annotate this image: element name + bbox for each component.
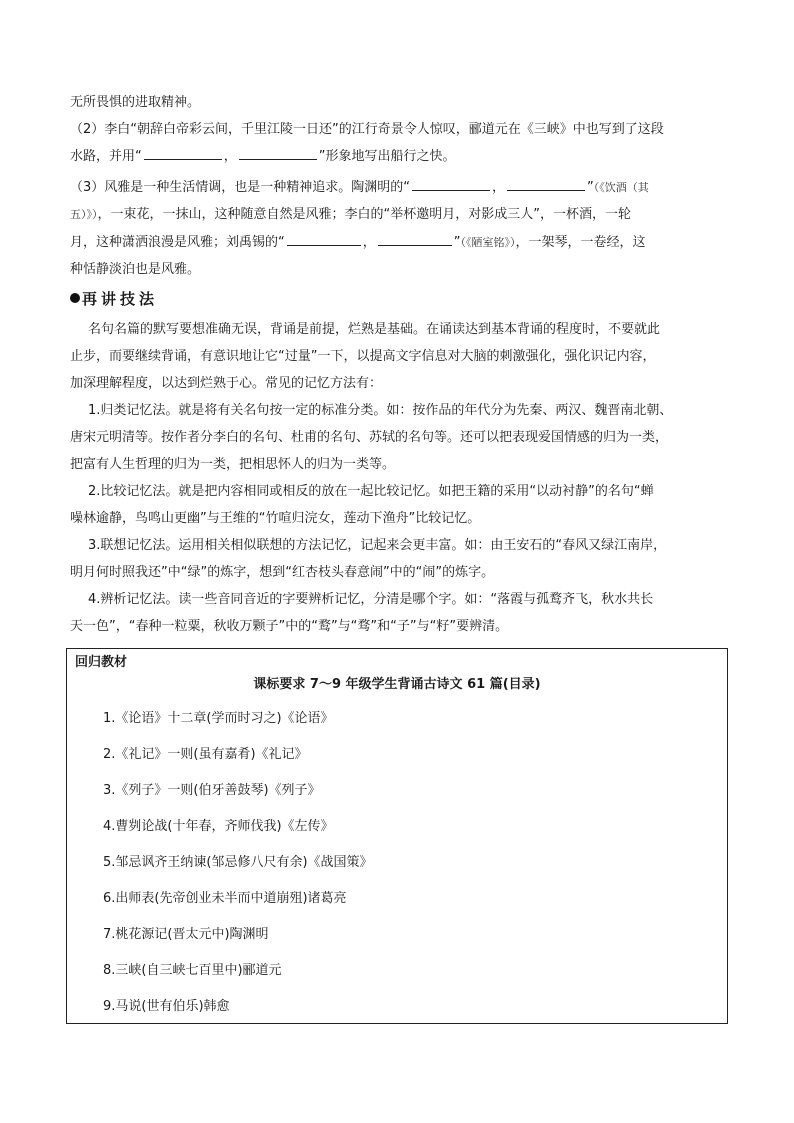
text: 水路，并用“	[70, 149, 142, 164]
text: 唐宋元明清等。按作者分李白的名句、杜甫的名句、苏轼的名句等。还可以把表现爱国情感的归为一类，	[70, 430, 669, 445]
text: 止步，而要继续背诵，有意识地让它“过量”一下，以提高文字信息对大脑的刺激强化，强化识记内容，	[70, 349, 656, 364]
text: 4.辨析记忆法。读一些音同音近的字要辨析记忆，分清是哪个字。如：“落霞与孤鹜齐飞，秋水共长	[88, 592, 654, 607]
method-2-line-2	[70, 505, 730, 532]
answer-blank[interactable]	[287, 232, 361, 246]
list-item: 8.三峡(自三峡七百里中)郦道元	[103, 963, 282, 978]
question-2-line-2	[70, 143, 730, 170]
method-1-line-1	[88, 397, 748, 424]
text: ，	[362, 235, 376, 250]
paragraph-line	[70, 89, 730, 116]
text: 明月何时照我还”中“绿”的炼字，想到“红杏枝头春意闹”中的“闹”的炼字。	[70, 565, 495, 580]
question-3-line-2	[70, 201, 730, 228]
text: 2.比较记忆法。就是把内容相同或相反的放在一起比较记忆。如把王籍的采用“以动衬静”的名句“蝉	[88, 484, 654, 499]
intro-line-3	[70, 370, 730, 397]
text: 无所畏惧的进取精神。	[70, 95, 201, 110]
answer-blank[interactable]	[412, 177, 490, 191]
method-1-line-3	[70, 451, 730, 478]
text: ，	[223, 149, 237, 164]
question-2-line-1	[70, 116, 730, 143]
section-heading-text: 再讲技法	[82, 290, 159, 308]
method-4-line-2	[70, 613, 730, 640]
method-2-line-1	[88, 478, 748, 505]
text: ，一束花，一抹山，这种随意自然是风雅；李白的“举杯邀明月，对影成三人”，一杯酒，一轮	[97, 207, 631, 222]
answer-blank[interactable]	[144, 146, 222, 160]
list-item: 5.邹忌讽齐王纳谏(邹忌修八尺有余)《战国策》	[103, 855, 373, 870]
text: ，一架琴，一卷经，这	[515, 235, 646, 250]
source-note: （《陋室铭》）	[460, 236, 516, 249]
question-3-line-1	[70, 174, 730, 201]
method-3-line-1	[88, 532, 748, 559]
intro-line-2	[70, 343, 730, 370]
section-heading	[70, 288, 158, 309]
list-item: 1.《论语》十二章(学而时习之)《论语》	[103, 711, 334, 726]
method-1-line-2	[70, 424, 730, 451]
list-item: 4.曹刿论战(十年春，齐师伐我)《左传》	[103, 819, 334, 834]
text: 月，这种潇洒浪漫是风雅；刘禹锡的“	[70, 235, 285, 250]
source-note: （《饮酒（其	[593, 181, 649, 194]
list-item: 2.《礼记》一则(虽有嘉肴)《礼记》	[103, 747, 308, 762]
question-3-line-4	[70, 256, 730, 283]
answer-blank[interactable]	[239, 146, 317, 160]
list-item: 7.桃花源记(晋太元中)陶渊明	[103, 927, 269, 942]
text: 把富有人生哲理的归为一类，把相思怀人的归为一类等。	[70, 457, 396, 472]
text: 种恬静淡泊也是风雅。	[70, 262, 201, 277]
method-3-line-2	[70, 559, 730, 586]
textbook-review-box	[66, 648, 728, 1024]
list-item: 9.马说(世有伯乐)韩愈	[103, 999, 230, 1014]
list-item: 6.出师表(先帝创业未半而中道崩殂)诸葛亮	[103, 891, 347, 906]
text: 噪林逾静，鸟鸣山更幽”与王维的“竹喧归浣女，莲动下渔舟”比较记忆。	[70, 511, 481, 526]
box-label: 回归教材	[75, 655, 128, 670]
text: ”	[453, 235, 461, 250]
text: （3）风雅是一种生活情调，也是一种精神追求。陶渊明的“	[70, 180, 411, 195]
text: ”形象地写出船行之快。	[318, 149, 456, 164]
text: 加深理解程度，以达到烂熟于心。常见的记忆方法有：	[70, 376, 383, 391]
list-item: 3.《列子》一则(伯牙善鼓琴)《列子》	[103, 783, 321, 798]
text: 名句名篇的默写要想准确无误，背诵是前提，烂熟是基础。在诵读达到基本背诵的程度时，不要就此	[88, 322, 661, 337]
text: 天一色”，“春种一粒粟，秋收万颗子”中的“鹜”与“骛”和“子”与“籽”要辨清。	[70, 619, 509, 634]
answer-blank[interactable]	[378, 232, 452, 246]
intro-line-1	[88, 316, 748, 343]
text: （2）李白“朝辞白帝彩云间，千里江陵一日还”的江行奇景令人惊叹，郦道元在《三峡》中也写到了这段	[70, 122, 664, 137]
box-title: 课标要求 7～9 年级学生背诵古诗文 61 篇(目录)	[253, 677, 541, 692]
question-3-line-3	[70, 229, 730, 256]
text: ”	[587, 180, 594, 195]
answer-blank[interactable]	[507, 177, 585, 191]
bullet-icon	[70, 293, 80, 303]
text: 3.联想记忆法。运用相关相似联想的方法记忆，记起来会更丰富。如：由王安石的“春风又绿江南岸，	[88, 538, 667, 553]
method-4-line-1	[88, 586, 748, 613]
text: ，	[492, 180, 506, 195]
source-note: 五）》）	[70, 208, 98, 221]
text: 1.归类记忆法。就是将有关名句按一定的标准分类。如：按作品的年代分为先秦、两汉、魏晋南北朝、	[88, 403, 673, 418]
